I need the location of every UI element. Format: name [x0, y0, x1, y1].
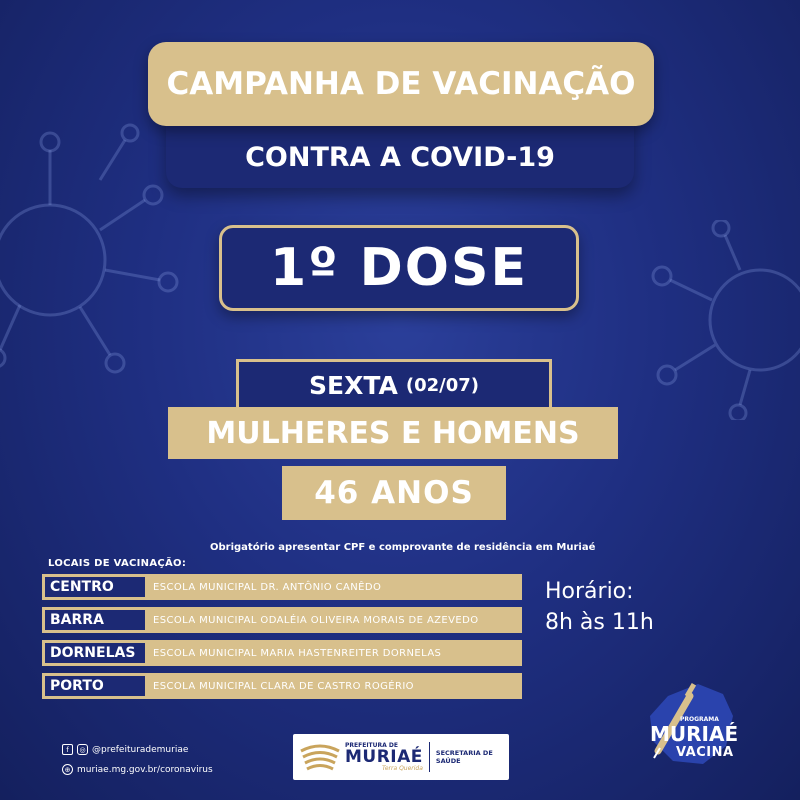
date-text: (02/07) [405, 375, 479, 396]
title-text: CAMPANHA DE VACINAÇÃO [166, 66, 636, 102]
website-text: muriae.mg.gov.br/coronavirus [77, 764, 213, 775]
globe-icon: ⊕ [62, 764, 73, 775]
prefeitura-name-text: MURIAÉ [345, 746, 423, 767]
location-row-centro [42, 574, 522, 600]
age-text: 46 ANOS [314, 475, 474, 511]
program-small-text: PROGRAMA [680, 716, 719, 723]
location-name: CENTRO [45, 577, 145, 597]
location-row-dornelas [42, 640, 522, 666]
title-banner [148, 42, 654, 126]
prefeitura-mark-icon [299, 743, 341, 771]
logo-divider [429, 742, 430, 772]
locations-label: LOCAIS DE VACINAÇÃO: [48, 558, 187, 569]
location-name: PORTO [45, 676, 145, 696]
group-text: MULHERES E HOMENS [206, 415, 580, 451]
social-handle[interactable] [62, 744, 188, 755]
day-banner [236, 359, 552, 409]
notice-text: Obrigatório apresentar CPF e comprovante de residência em Muriaé [210, 542, 596, 553]
location-name: BARRA [45, 610, 145, 630]
hours-value: 8h às 11h [545, 610, 654, 635]
instagram-icon: ◎ [77, 744, 88, 755]
location-school: ESCOLA MUNICIPAL ODALÉIA OLIVEIRA MORAIS DE AZEVEDO [153, 614, 479, 626]
hours-block [545, 576, 654, 638]
prefeitura-tagline: Terra Querida [381, 764, 423, 772]
hours-label: Horário: [545, 579, 634, 604]
dose-text: 1º DOSE [270, 238, 528, 298]
location-row-porto [42, 673, 522, 699]
day-text: SEXTA [309, 371, 398, 400]
group-banner [168, 407, 618, 459]
dose-banner [219, 225, 579, 311]
website-link[interactable] [62, 764, 213, 775]
program-name-text: MURIAÉ [650, 722, 739, 746]
location-name: DORNELAS [45, 643, 145, 663]
age-banner [282, 466, 506, 520]
location-school: ESCOLA MUNICIPAL MARIA HASTENREITER DORNELAS [153, 647, 442, 659]
social-handle-text: @prefeiturademuriae [92, 744, 189, 755]
virus-illustration-right [620, 220, 800, 420]
program-vacina-text: VACINA [676, 745, 734, 760]
secretaria-line2: SAÚDE [435, 757, 461, 765]
facebook-icon: f [62, 744, 73, 755]
location-row-barra [42, 607, 522, 633]
prefeitura-logo [293, 734, 509, 780]
location-school: ESCOLA MUNICIPAL CLARA DE CASTRO ROGÉRIO [153, 680, 414, 692]
secretaria-line1: SECRETARIA DE [435, 748, 493, 757]
prefeitura-small-text: PREFEITURA DE [345, 741, 398, 749]
location-school: ESCOLA MUNICIPAL DR. ANTÔNIO CANÊDO [153, 581, 382, 593]
subtitle-text: CONTRA A COVID-19 [245, 141, 555, 173]
